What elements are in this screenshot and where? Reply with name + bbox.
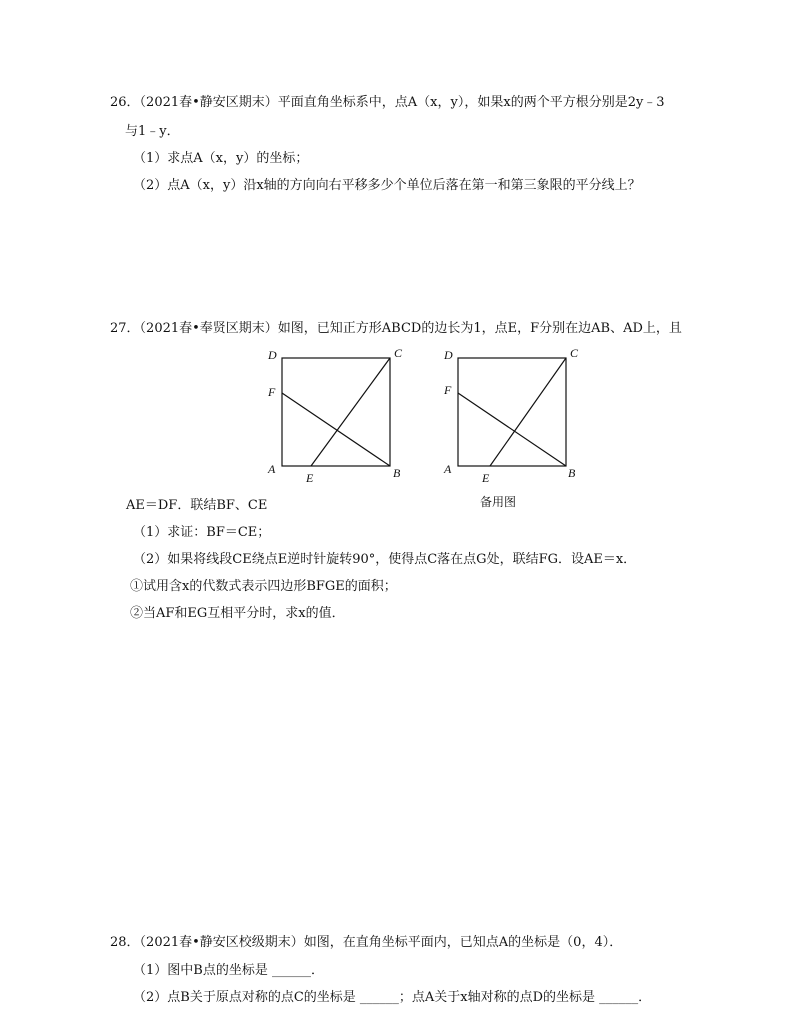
q27-part1: （1）求证：BF＝CE； <box>133 525 271 540</box>
label-c: C <box>394 346 403 360</box>
q27-sub2: ②当AF和EG互相平分时，求x的值． <box>130 606 345 621</box>
q26-stem-line2: 与1﹣y． <box>125 124 180 139</box>
q26-part1: （1）求点A（x，y）的坐标； <box>133 151 309 166</box>
q28-part2: （2）点B关于原点对称的点C的坐标是 ______；点A关于x轴对称的点D的坐标是 ______． <box>133 990 652 1005</box>
segment-ce-spare <box>490 358 566 466</box>
label-a-spare: A <box>444 462 452 476</box>
label-f-spare: F <box>444 383 452 397</box>
label-f: F <box>268 385 276 399</box>
segment-bf-spare <box>458 393 566 466</box>
q26-part2: （2）点A（x，y）沿x轴的方向向右平移多少个单位后落在第一和第三象限的平分线上？ <box>133 178 641 193</box>
label-d-spare: D <box>444 348 453 362</box>
q28-stem-line1: 28．（2021春•静安区校级期末）如图，在直角坐标平面内，已知点A的坐标是（0，4）． <box>110 935 623 950</box>
label-e: E <box>306 471 314 485</box>
q27-figure-spare <box>438 344 598 486</box>
label-e-spare: E <box>482 471 490 485</box>
square-abcd-spare <box>458 358 566 466</box>
q27-figure-main <box>262 344 422 486</box>
q27-sub1: ①试用含x的代数式表示四边形BFGE的面积； <box>130 579 397 594</box>
square-abcd <box>282 358 390 466</box>
label-c-spare: C <box>570 346 579 360</box>
label-a: A <box>268 462 276 476</box>
q27-part2: （2）如果将线段CE绕点E逆时针旋转90°，使得点C落在点G处，联结FG．设AE＝x． <box>133 552 637 567</box>
spare-figure-caption: 备用图 <box>480 495 517 509</box>
label-b-spare: B <box>568 466 576 480</box>
segment-ce <box>311 358 390 466</box>
q28-part1: （1）图中B点的坐标是 ______． <box>133 963 324 978</box>
label-d: D <box>268 348 277 362</box>
segment-bf <box>282 393 390 466</box>
q27-stem-line1: 27．（2021春•奉贤区期末）如图，已知正方形ABCD的边长为1，点E，F分别在边AB、AD上，且 <box>110 321 682 336</box>
q27-stem-line2: AE＝DF．联结BF、CE <box>126 498 268 513</box>
q26-stem-line1: 26．（2021春•静安区期末）平面直角坐标系中，点A（x，y），如果x的两个平方根分别是2y﹣3 <box>110 95 665 110</box>
label-b: B <box>393 466 401 480</box>
